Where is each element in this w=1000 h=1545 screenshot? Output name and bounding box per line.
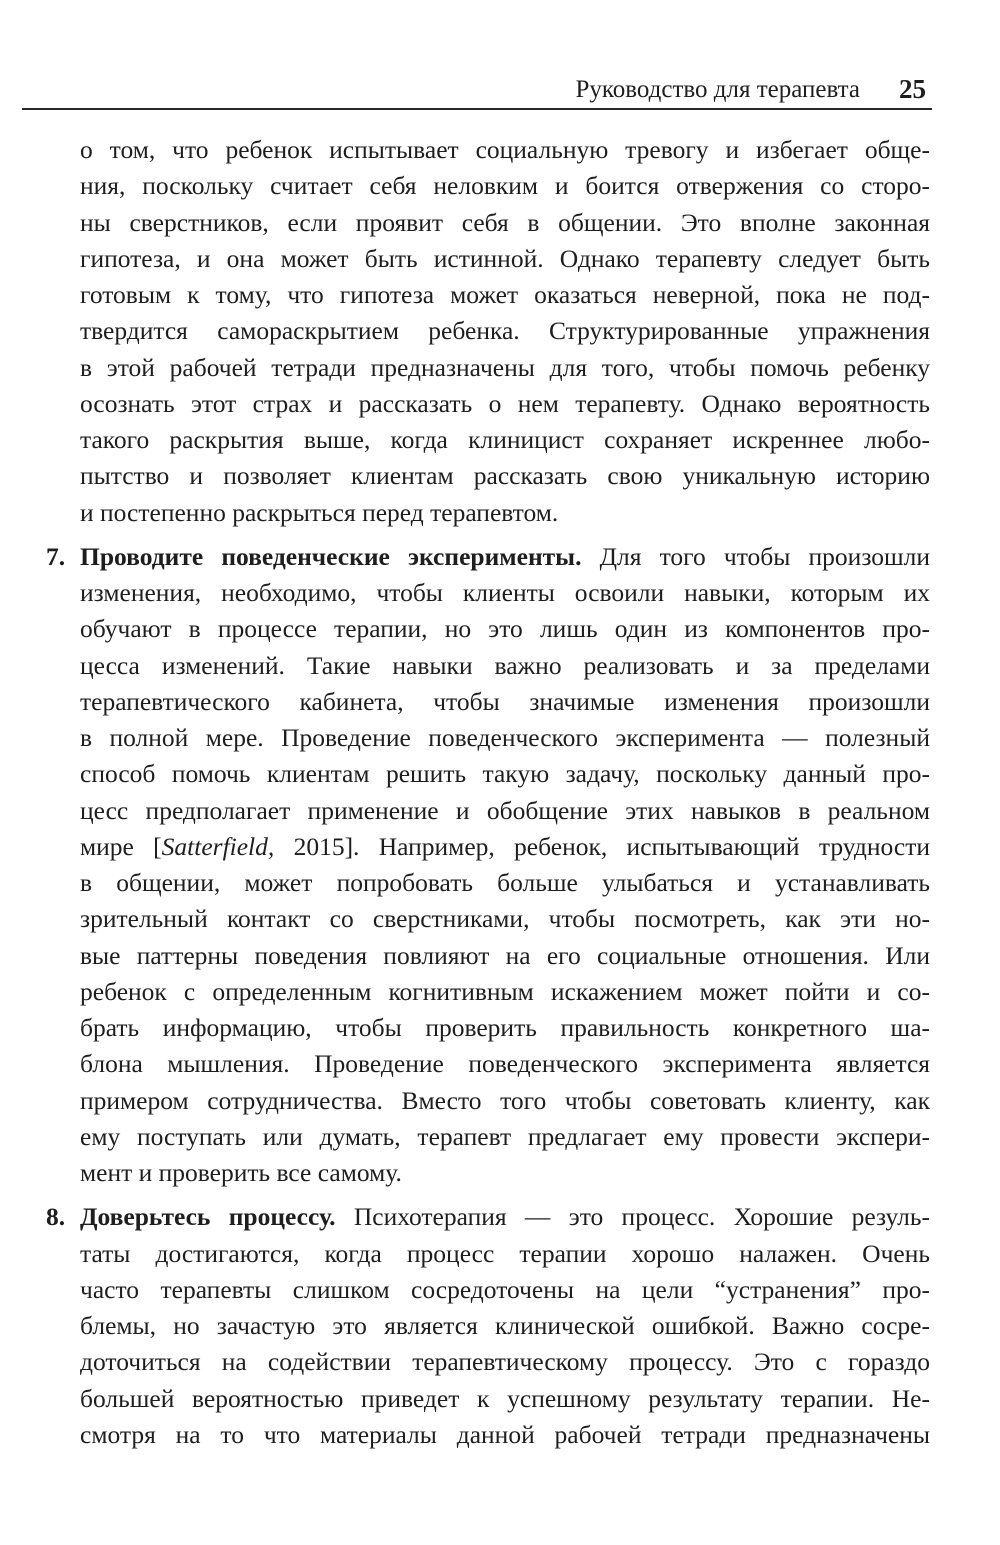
list-item-7 (46, 539, 930, 1192)
item-heading: Доверьтесь процессу. (80, 1202, 336, 1232)
text-line: обучают в процессе терапии, но это лишь один из компонентов про- (80, 614, 930, 644)
text-line: мент и проверить все самому. (80, 1158, 402, 1187)
text-line: ния, поскольку считает себя неловким и боится отвержения со сторо- (80, 171, 930, 201)
item-number: 8. (46, 1202, 66, 1232)
intro-paragraph (80, 132, 930, 531)
text-line: таты достигаются, когда процесс терапии хорошо налажен. Очень (80, 1238, 930, 1268)
text-span: Психотерапия — это процесс. Хорошие резуль- (335, 1202, 930, 1232)
text-line: способ помочь клиентам решить такую задачу, поскольку данный про- (80, 759, 930, 789)
text-line: цесса изменений. Такие навыки важно реализовать и за пределами (80, 650, 930, 680)
item-number: 7. (46, 541, 66, 571)
text-line: и постепенно раскрыться перед терапевтом. (80, 497, 559, 527)
text-line: такого раскрытия выше, когда клиницист сохраняет искреннее любо- (80, 425, 930, 454)
body-text (46, 132, 930, 1453)
citation-line (80, 829, 930, 865)
text-line: ему поступать или думать, терапевт предлагает ему провести экспери- (80, 1121, 930, 1151)
item-heading: Проводите поведенческие эксперименты. (80, 541, 582, 571)
list-item-8 (46, 1199, 930, 1453)
text-span: 2015]. Например, ребенок, испытывающий трудности (274, 831, 930, 861)
text-span: Для того чтобы произошли (599, 541, 930, 571)
text-line: гипотеза, и она может быть истинной. Однако терапевту следует быть (80, 243, 930, 273)
running-header (22, 68, 932, 110)
text-line: ны сверстников, если проявит себя в общении. Это вполне законная (80, 207, 930, 237)
text-line: блемы, но зачастую это является клинической ошибкой. Важно сосре- (80, 1311, 930, 1340)
text-line: ребенок с определенным когнитивным искажением может пойти и со- (80, 976, 930, 1006)
text-line: большей вероятностью приведет к успешному результату терапии. Не- (80, 1383, 930, 1413)
text-line: осознать этот страх и рассказать о нем терапевту. Однако вероятность (80, 388, 930, 418)
text-line: пытство и позволяет клиентам рассказать свою уникальную историю (80, 461, 930, 491)
text-line: о том, что ребенок испытывает социальную тревогу и избегает обще- (80, 135, 930, 164)
text-line: цесс предполагает применение и обобщение этих навыков в реальном (80, 795, 930, 825)
text-line: часто терапевты слишком сосредоточены на цели “устранения” про- (80, 1274, 930, 1304)
text-line: вые паттерны поведения повлияют на его социальные отношения. Или (80, 940, 930, 970)
running-title: Руководство для терапевта (575, 76, 860, 103)
page-number: 25 (899, 74, 926, 104)
text-span: мире [ (80, 831, 162, 861)
citation-author: Satterfield, (161, 831, 275, 861)
text-line: в общении, может попробовать больше улыбаться и устанавливать (80, 868, 930, 897)
text-line: терапевтического кабинета, чтобы значимые изменения произошли (80, 686, 930, 716)
text-line: в этой рабочей тетради предназначены для того, чтобы помочь ребенку (80, 352, 930, 382)
text-line (80, 539, 930, 575)
text-line: доточиться на содействии терапевтическому процессу. Это с гораздо (80, 1347, 930, 1377)
text-line: смотря на то что материалы данной рабочей тетради предназначены (80, 1419, 930, 1449)
text-line: в полной мере. Проведение поведенческого эксперимента — полезный (80, 723, 930, 752)
text-line: изменения, необходимо, чтобы клиенты освоили навыки, которым их (80, 578, 930, 607)
text-line: блона мышления. Проведение поведенческого эксперимента является (80, 1049, 930, 1079)
text-line: готовым к тому, что гипотеза может оказаться неверной, пока не под- (80, 280, 930, 309)
text-line: твердится самораскрытием ребенка. Структурированные упражнения (80, 316, 930, 346)
text-line: зрительный контакт со сверстниками, чтобы посмотреть, как эти но- (80, 904, 930, 934)
text-line: примером сотрудничества. Вместо того чтобы советовать клиенту, как (80, 1085, 930, 1115)
text-line: брать информацию, чтобы проверить правильность конкретного ша- (80, 1013, 930, 1042)
text-line (80, 1199, 930, 1235)
